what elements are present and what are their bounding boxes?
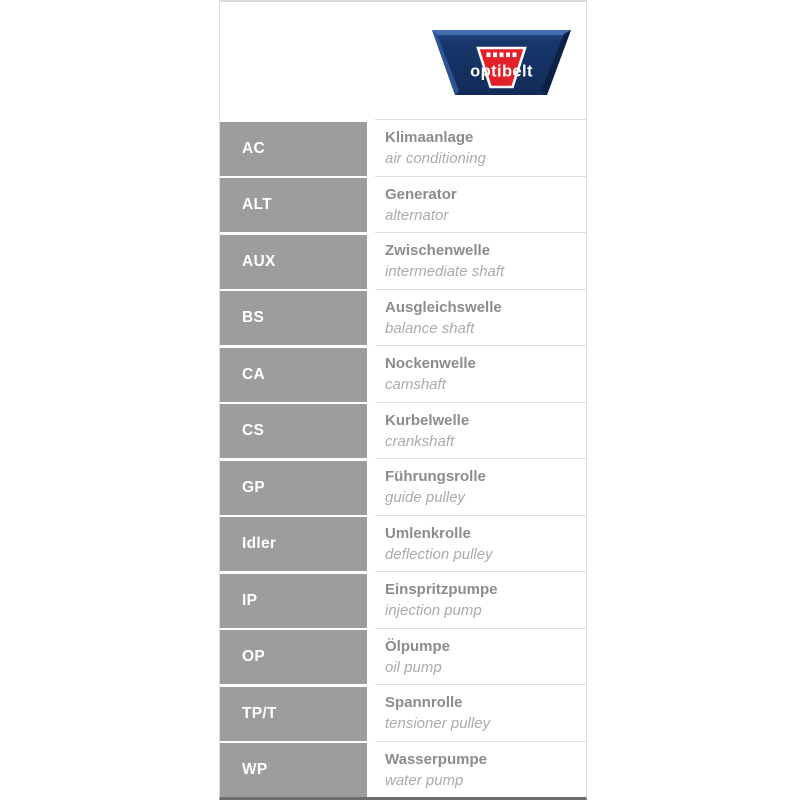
term-cell: [375, 458, 586, 515]
table-row: [220, 684, 586, 741]
table-row: [220, 176, 586, 233]
abbr-code: AUX: [220, 235, 367, 289]
column-gap: [367, 684, 375, 741]
term-cell: [375, 571, 586, 628]
term-english: balance shaft: [385, 319, 475, 337]
term-cell: [375, 741, 586, 798]
term-german: Einspritzpumpe: [385, 581, 498, 598]
abbreviation-table: [220, 119, 586, 797]
table-row: [220, 345, 586, 402]
table-row: [220, 119, 586, 176]
term-english: crankshaft: [385, 432, 455, 450]
term-cell: [375, 684, 586, 741]
column-gap: [367, 345, 375, 402]
term-german: Generator: [385, 185, 457, 203]
term-english: injection pump: [385, 602, 482, 619]
term-cell: [375, 515, 586, 572]
term-english: tensioner pulley: [385, 715, 491, 732]
abbr-code: CS: [220, 404, 367, 458]
term-german: Zwischenwelle: [385, 242, 491, 259]
table-row: [220, 232, 586, 289]
term-german: Ölpumpe: [385, 637, 451, 655]
column-gap: [367, 289, 375, 346]
term-cell: [375, 628, 586, 685]
table-row: [220, 458, 586, 515]
abbr-code: ALT: [220, 178, 367, 232]
column-gap: [367, 176, 375, 233]
term-german: Kurbelwelle: [385, 411, 470, 429]
column-gap: [367, 119, 375, 176]
abbr-code: TP/T: [220, 687, 367, 741]
table-row: [220, 571, 586, 628]
abbr-code: GP: [220, 461, 367, 515]
legend-sheet: [219, 0, 587, 800]
abbr-code: BS: [220, 291, 367, 345]
term-english: oil pump: [385, 658, 442, 676]
term-german: Umlenkrolle: [385, 524, 471, 542]
column-gap: [367, 402, 375, 459]
term-cell: [375, 345, 586, 402]
term-cell: [375, 402, 586, 459]
term-cell: [375, 119, 586, 176]
term-english: alternator: [385, 206, 449, 224]
abbr-code: CA: [220, 348, 367, 402]
column-gap: [367, 515, 375, 572]
term-cell: [375, 176, 586, 233]
abbr-code: AC: [220, 122, 367, 176]
table-row: [220, 628, 586, 685]
column-gap: [367, 232, 375, 289]
table-row: [220, 289, 586, 346]
term-german: Ausgleichswelle: [385, 298, 502, 316]
term-english: camshaft: [385, 376, 446, 393]
term-cell: [375, 232, 586, 289]
table-row: [220, 741, 586, 798]
term-cell: [375, 289, 586, 346]
abbr-code: OP: [220, 630, 367, 684]
abbr-code: Idler: [220, 517, 367, 571]
column-gap: [367, 628, 375, 685]
term-english: intermediate shaft: [385, 263, 505, 280]
term-german: Spannrolle: [385, 694, 463, 711]
term-german: Wasserpumpe: [385, 750, 487, 768]
table-row: [220, 515, 586, 572]
column-gap: [367, 571, 375, 628]
term-english: deflection pulley: [385, 545, 493, 563]
belt-top-bevel: [432, 30, 571, 35]
abbr-code: WP: [220, 743, 367, 797]
term-english: water pump: [385, 771, 464, 789]
abbr-code: IP: [220, 574, 367, 628]
table-row: [220, 402, 586, 459]
term-german: Nockenwelle: [385, 355, 476, 372]
term-english: air conditioning: [385, 150, 486, 167]
term-english: guide pulley: [385, 489, 466, 506]
term-german: Führungsrolle: [385, 468, 486, 485]
optibelt-logo: [431, 29, 572, 96]
term-german: Klimaanlage: [385, 129, 474, 146]
column-gap: [367, 741, 375, 798]
column-gap: [367, 458, 375, 515]
logo-wordmark: optibelt: [470, 62, 533, 81]
logo-header: [220, 2, 586, 119]
